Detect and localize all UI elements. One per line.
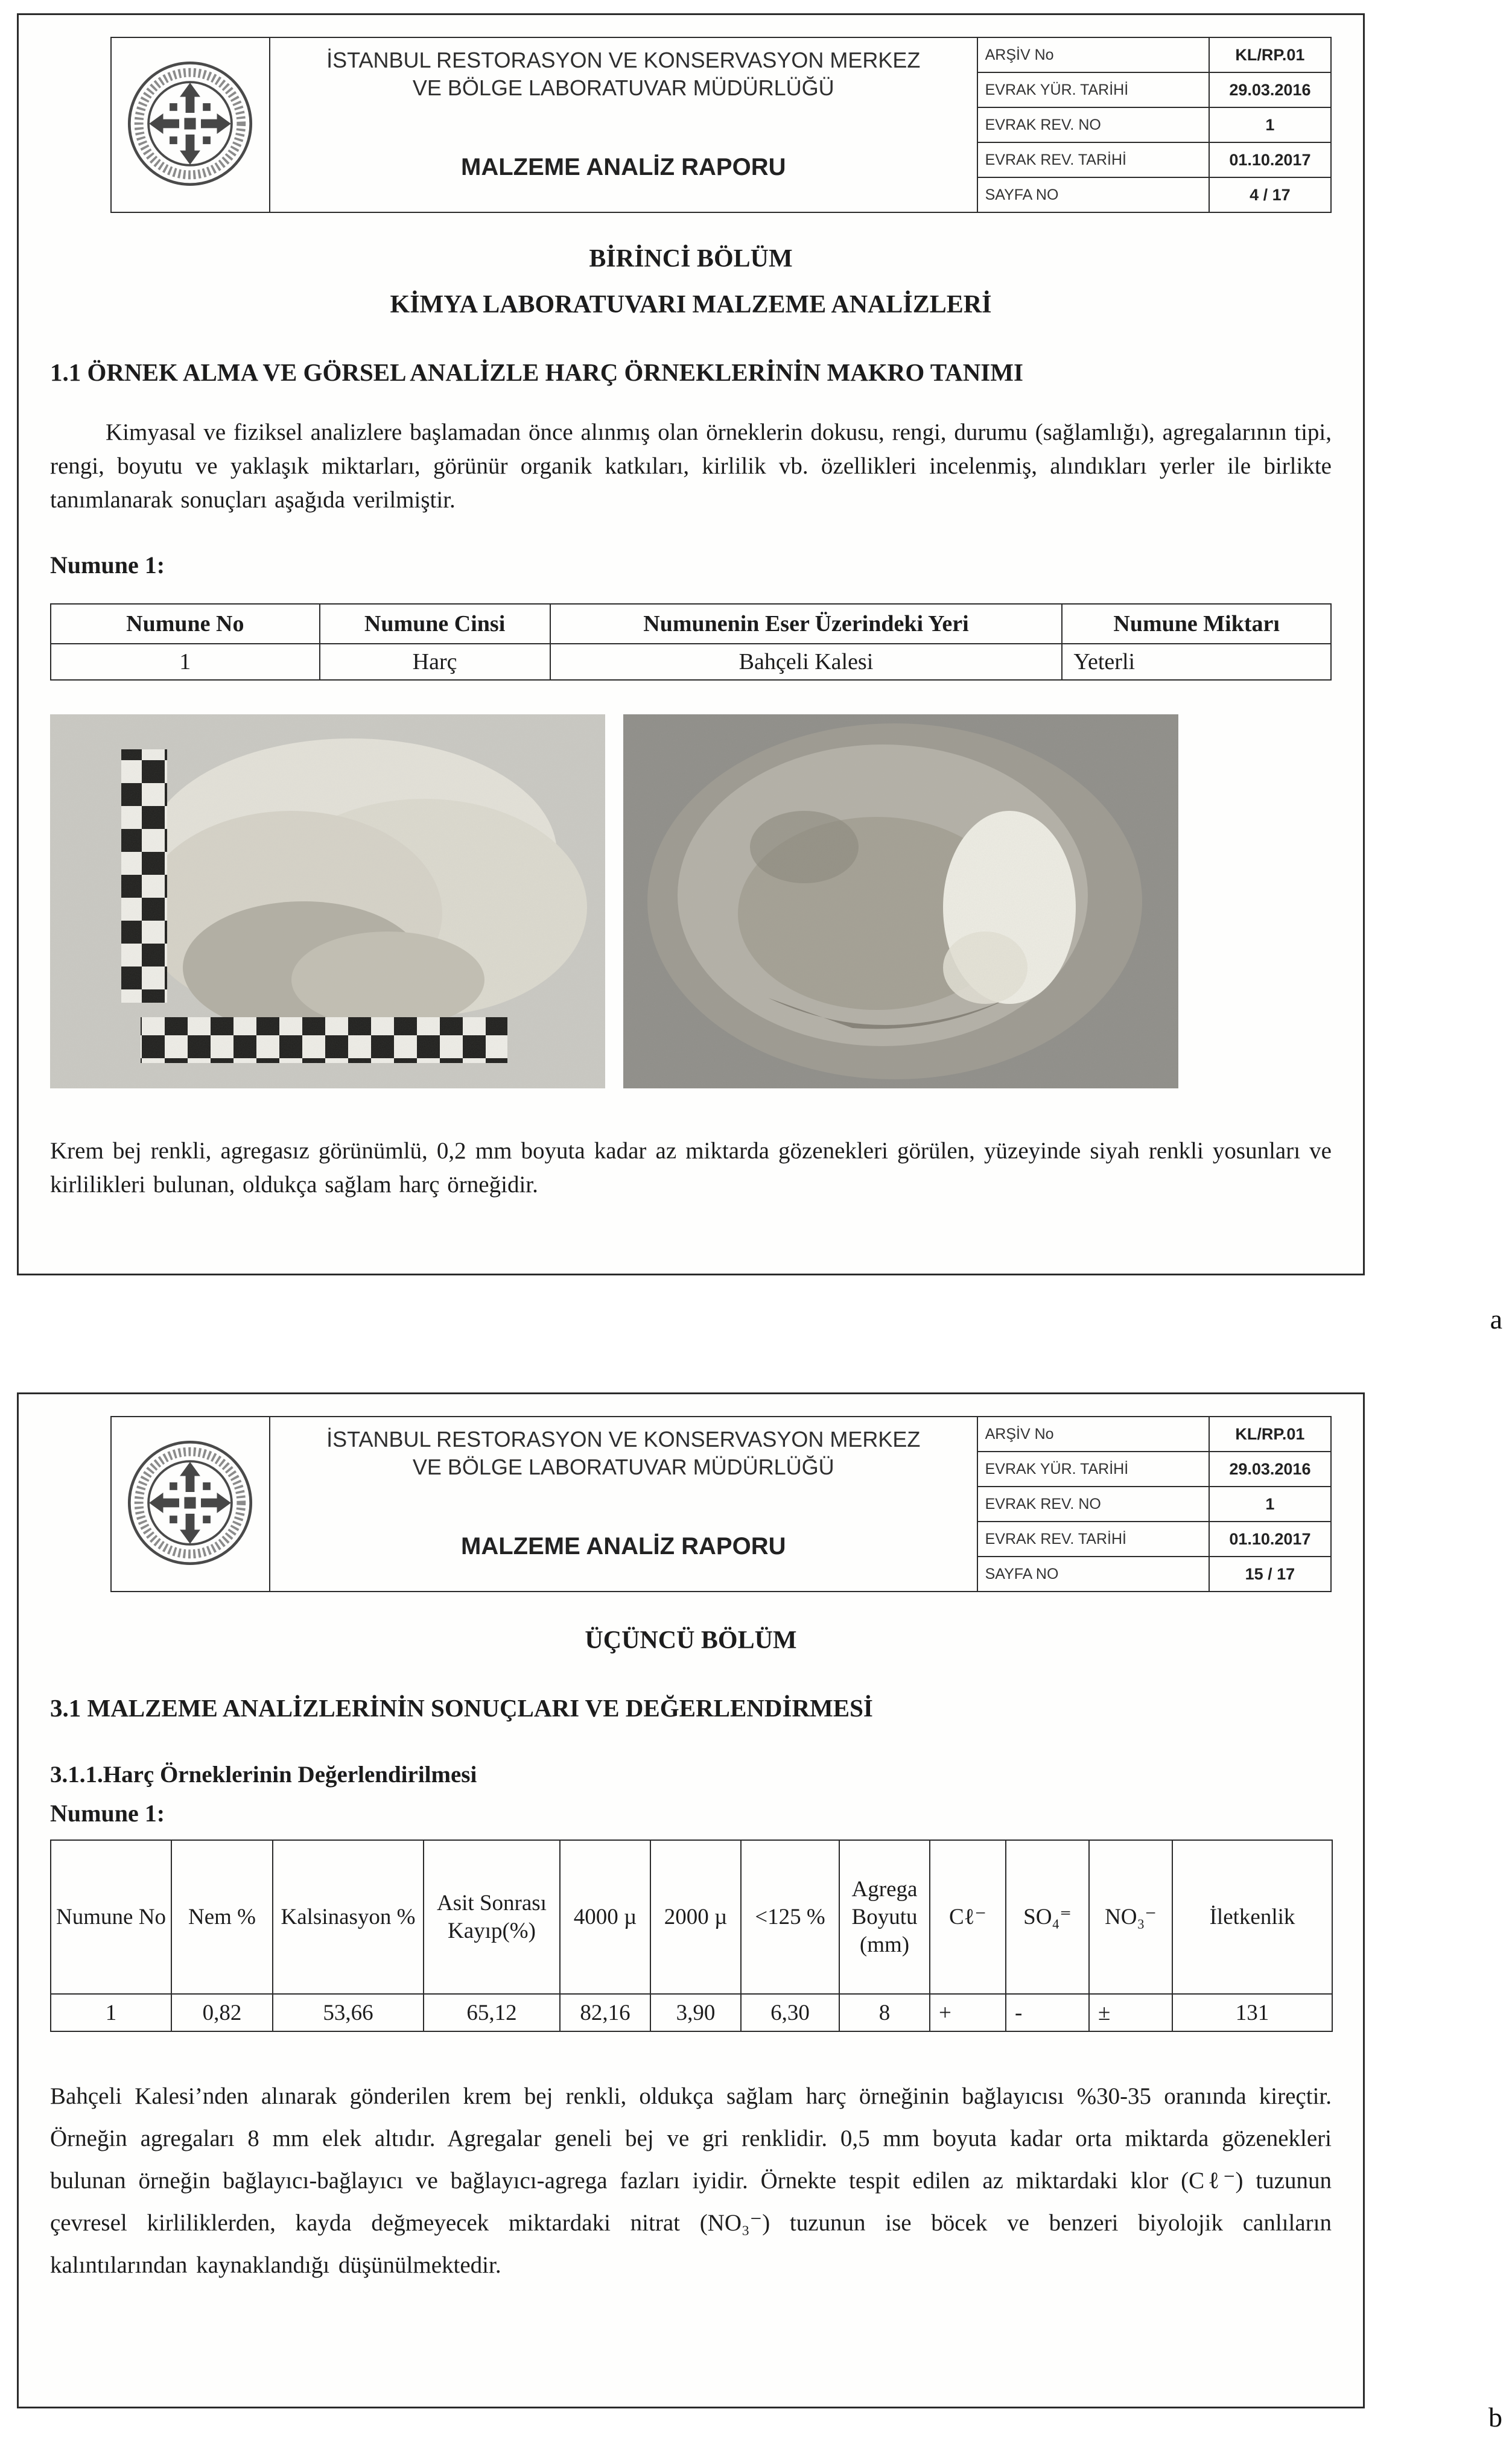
col-header-no3: NO₃⁻ [1089, 1840, 1172, 1994]
col-header-cl: Cℓ⁻ [930, 1840, 1006, 1994]
meta-label-evrak-rev-tarihi: EVRAK REV. TARİHİ [977, 1522, 1209, 1557]
section-subtitle: KİMYA LABORATUVARI MALZEME ANALİZLERİ [390, 291, 992, 319]
report-title: MALZEME ANALİZ RAPORU [461, 1533, 786, 1560]
cell-numune-miktari: Yeterli [1062, 644, 1331, 680]
seal-icon [126, 60, 254, 188]
results-table [50, 1839, 1333, 2032]
cell-agrega-boyutu: 8 [839, 1994, 930, 2031]
mortar-closeup-photo [623, 714, 1178, 1088]
meta-value-evrak-yur-tarihi: 29.03.2016 [1209, 72, 1331, 107]
cell-4000u: 82,16 [560, 1994, 650, 2031]
col-header-numune-miktari: Numune Miktarı [1062, 604, 1331, 644]
sample-table [50, 603, 1332, 681]
report-page-b [17, 1392, 1365, 2408]
col-header-numune-no: Numune No [51, 604, 320, 644]
cell-eser-yeri: Bahçeli Kalesi [550, 644, 1063, 680]
org-line1: İSTANBUL RESTORASYON VE KONSERVASYON MERKEZ [326, 48, 921, 72]
col-header-agrega-boyutu: Agrega Boyutu (mm) [839, 1840, 930, 1994]
org-line1: İSTANBUL RESTORASYON VE KONSERVASYON MERKEZ [326, 1427, 921, 1452]
org-line2: VE BÖLGE LABORATUVAR MÜDÜRLÜĞÜ [412, 1455, 834, 1479]
col-header-so4: SO₄⁼ [1006, 1840, 1089, 1994]
meta-label-sayfa-no: SAYFA NO [977, 177, 1209, 212]
col-header-asit-sonrasi-kayip: Asit Sonrası Kayıp(%) [424, 1840, 560, 1994]
cell-iletkenlik: 131 [1172, 1994, 1332, 2031]
meta-value-evrak-yur-tarihi: 29.03.2016 [1209, 1452, 1331, 1487]
meta-value-sayfa-no: 15 / 17 [1209, 1557, 1331, 1592]
col-header-4000u: 4000 µ [560, 1840, 650, 1994]
cell-numune-cinsi: Harç [320, 644, 550, 680]
col-header-iletkenlik: İletkenlik [1172, 1840, 1332, 1994]
meta-value-evrak-rev-no: 1 [1209, 107, 1331, 142]
col-header-numune-no: Numune No [51, 1840, 171, 1994]
org-name [270, 46, 977, 102]
meta-value-evrak-rev-tarihi: 01.10.2017 [1209, 142, 1331, 177]
org-line2: VE BÖLGE LABORATUVAR MÜDÜRLÜĞÜ [412, 75, 834, 100]
meta-label-evrak-rev-tarihi: EVRAK REV. TARİHİ [977, 142, 1209, 177]
evaluation-paragraph: Bahçeli Kalesi’nden alınarak gönderilen krem bej renkli, oldukça sağlam harç örneğinin bağlayıcısı %30-35 oranında kireçtir. Örneğin agregaları 8 mm elek altıdır. Agregalar geneli bej ve gri renklidir. 0,5 mm boyuta kadar orta miktarda gözenekleri bulunan örneğin bağlayıcı-bağlayıcı ve bağlayıcı-agrega fazları iyidir. Örnekte tespit edilen az miktardaki klor (Cℓ⁻) tuzunun çevresel kirliliklerden, kayda değmeyecek miktardaki nitrat (NO₃⁻) tuzunun ise böcek ve benzeri biyolojik canlıların kalıntılarından kaynaklandığı düşünülmektedir. [50, 2083, 1332, 2278]
meta-value-evrak-rev-no: 1 [1209, 1487, 1331, 1522]
col-header-125u: <125 % [741, 1840, 839, 1994]
heading-3-1: 3.1 MALZEME ANALİZLERİNİN SONUÇLARI VE DEĞERLENDİRMESİ [50, 1694, 873, 1722]
section-title: ÜÇÜNCÜ BÖLÜM [585, 1627, 797, 1654]
intro-paragraph: Kimyasal ve fiziksel analizlere başlamadan önce alınmış olan örneklerin dokusu, rengi, durumu (sağlamlığı), agregalarının tipi, rengi, boyutu ve yaklaşık miktarları, görünür organik katkıları, kirlilik vb. özellikleri incelenmiş, alındıkları yerler ile birlikte tanımlanarak sonuçları aşağıda verilmiştir. [50, 419, 1332, 513]
results-header-row [51, 1840, 1332, 1994]
meta-value-evrak-rev-tarihi: 01.10.2017 [1209, 1522, 1331, 1557]
cell-nem: 0,82 [171, 1994, 273, 2031]
cell-no3: ± [1089, 1994, 1172, 2031]
col-header-kalsinasyon: Kalsinasyon % [273, 1840, 424, 1994]
sample-label: Numune 1: [50, 1800, 165, 1827]
logo-cell [111, 1417, 270, 1592]
meta-label-evrak-yur-tarihi: EVRAK YÜR. TARİHİ [977, 1452, 1209, 1487]
cell-2000u: 3,90 [650, 1994, 741, 2031]
table-row [51, 644, 1331, 680]
org-name [270, 1426, 977, 1481]
seal-icon [126, 1439, 254, 1567]
meta-value-arsiv-no: KL/RP.01 [1209, 37, 1331, 72]
cell-125u: 6,30 [741, 1994, 839, 2031]
cell-kalsinasyon: 53,66 [273, 1994, 424, 2031]
figure-label-a: a [1490, 1304, 1502, 1335]
cell-asit-sonrasi-kayip: 65,12 [424, 1994, 560, 2031]
figure-label-b: b [1488, 2402, 1502, 2433]
org-cell [270, 1417, 977, 1592]
report-title: MALZEME ANALİZ RAPORU [461, 154, 786, 180]
report-header [110, 37, 1332, 213]
col-header-nem: Nem % [171, 1840, 273, 1994]
sample-label: Numune 1: [50, 551, 165, 579]
col-header-2000u: 2000 µ [650, 1840, 741, 1994]
heading-1-1: 1.1 ÖRNEK ALMA VE GÖRSEL ANALİZLE HARÇ ÖRNEKLERİNİN MAKRO TANIMI [50, 358, 1023, 386]
org-cell [270, 37, 977, 212]
meta-label-sayfa-no: SAYFA NO [977, 1557, 1209, 1592]
report-header [110, 1416, 1332, 1592]
cell-cl: + [930, 1994, 1006, 2031]
subheading-3-1-1: 3.1.1.Harç Örneklerinin Değerlendirilmesi [50, 1762, 477, 1788]
cell-numune-no: 1 [51, 644, 320, 680]
section-title: BİRİNCİ BÖLÜM [589, 245, 793, 273]
col-header-numune-cinsi: Numune Cinsi [320, 604, 550, 644]
sample-caption: Krem bej renkli, agregasız görünümlü, 0,2 mm boyuta kadar az miktarda gözenekleri görülen, yüzeyinde siyah renkli yosunları ve kirlilikleri bulunan, oldukça sağlam harç örneğidir. [50, 1138, 1332, 1198]
mortar-sample-photo [50, 714, 605, 1088]
meta-value-arsiv-no: KL/RP.01 [1209, 1417, 1331, 1452]
cell-numune-no: 1 [51, 1994, 171, 2031]
sample-photos [50, 714, 1184, 1088]
meta-label-evrak-rev-no: EVRAK REV. NO [977, 107, 1209, 142]
meta-label-evrak-rev-no: EVRAK REV. NO [977, 1487, 1209, 1522]
logo-cell [111, 37, 270, 212]
meta-label-arsiv-no: ARŞİV No [977, 1417, 1209, 1452]
meta-value-sayfa-no: 4 / 17 [1209, 177, 1331, 212]
cell-so4: - [1006, 1994, 1089, 2031]
table-header-row [51, 604, 1331, 644]
meta-label-arsiv-no: ARŞİV No [977, 37, 1209, 72]
report-page-a [17, 13, 1365, 1275]
meta-label-evrak-yur-tarihi: EVRAK YÜR. TARİHİ [977, 72, 1209, 107]
results-row [51, 1994, 1332, 2031]
col-header-eser-yeri: Numunenin Eser Üzerindeki Yeri [550, 604, 1063, 644]
